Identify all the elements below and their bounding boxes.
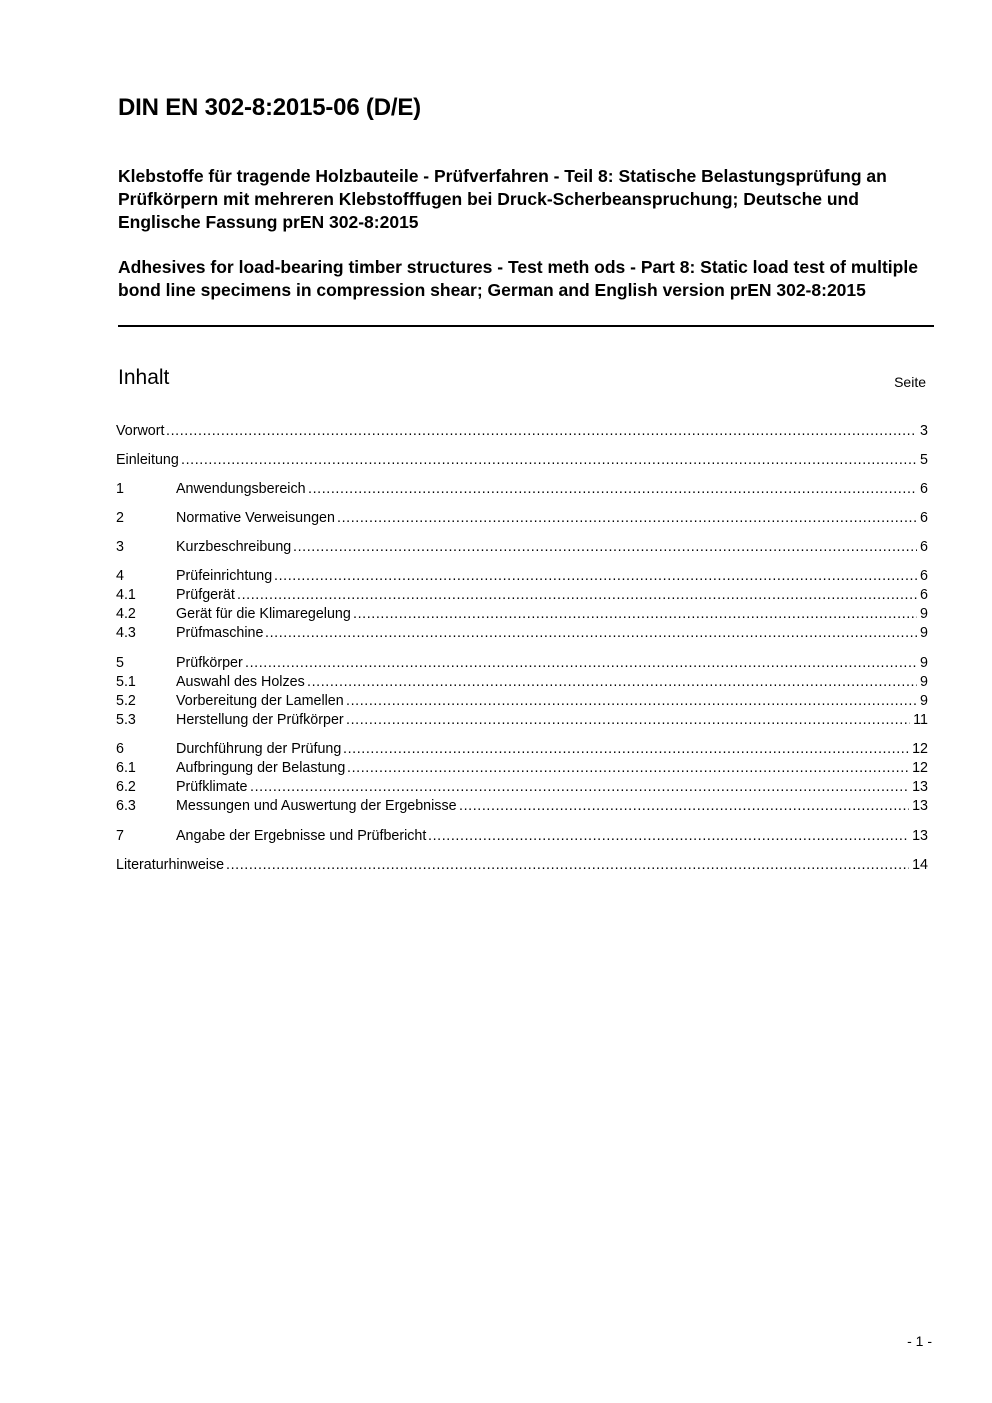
toc-entry[interactable]	[116, 624, 928, 643]
toc-entry-page: 9	[920, 606, 928, 622]
toc-dot-leader	[250, 778, 909, 797]
toc-entry-page: 9	[920, 674, 928, 690]
toc-entry-title: Einleitung	[116, 452, 179, 468]
toc-entry-number: 6	[116, 741, 124, 757]
toc-entry-title: Gerät für die Klimaregelung	[176, 606, 351, 622]
toc-entry-number: 5.2	[116, 693, 136, 709]
toc-entry[interactable]	[116, 673, 928, 692]
toc-entry[interactable]	[116, 422, 928, 441]
toc-entry-title: Vorwort	[116, 423, 165, 439]
toc-entry[interactable]	[116, 538, 928, 557]
toc-dot-leader	[181, 451, 917, 470]
toc-entry-number: 4.3	[116, 625, 136, 641]
document-title: DIN EN 302-8:2015-06 (D/E)	[118, 94, 421, 121]
toc-entry[interactable]	[116, 605, 928, 624]
toc-entry-number: 5.3	[116, 712, 136, 728]
toc-entry-number: 7	[116, 828, 124, 844]
toc-entry-page: 12	[912, 760, 928, 776]
toc-dot-leader	[459, 797, 909, 816]
subtitle-german: Klebstoffe für tragende Holzbauteile - Prüfverfahren - Teil 8: Statische Belastungsprüfung an Prüfkörpern mit mehreren Klebstofffugen bei Druck-Scherbeanspruchung; Deutsche und Englische Fassung prEN 302-8:2015	[118, 166, 887, 232]
toc-entry-page: 13	[912, 828, 928, 844]
toc-dot-leader	[346, 692, 917, 711]
toc-entry-title: Aufbringung der Belastung	[176, 760, 346, 776]
toc-entry-title: Prüfeinrichtung	[176, 568, 273, 584]
toc-entry-title: Kurzbeschreibung	[176, 539, 292, 555]
toc-entry-title: Herstellung der Prüfkörper	[176, 712, 344, 728]
toc-entry-title: Auswahl des Holzes	[176, 674, 305, 690]
toc-entry-number: 5.1	[116, 674, 136, 690]
toc-entry-page: 6	[920, 481, 928, 497]
toc-dot-leader	[166, 422, 917, 441]
toc-dot-leader	[274, 567, 917, 586]
toc-entry-number: 1	[116, 481, 124, 497]
toc-entry-page: 9	[920, 655, 928, 671]
toc-entry[interactable]	[116, 711, 928, 730]
toc-dot-leader	[265, 624, 917, 643]
toc-entry-page: 14	[912, 857, 928, 873]
toc-entry-page: 6	[920, 510, 928, 526]
toc-dot-leader	[353, 605, 917, 624]
toc-dot-leader	[428, 827, 909, 846]
toc-entry-number: 6.3	[116, 798, 136, 814]
toc-entry-title: Prüfmaschine	[176, 625, 264, 641]
toc-entry-page: 11	[913, 712, 928, 728]
toc-entry-title: Prüfklimate	[176, 779, 248, 795]
toc-entry-number: 2	[116, 510, 124, 526]
toc-entry-page: 13	[912, 779, 928, 795]
toc-entry[interactable]	[116, 692, 928, 711]
toc-dot-leader	[293, 538, 917, 557]
toc-entry[interactable]	[116, 759, 928, 778]
toc-entry[interactable]	[116, 509, 928, 528]
toc-dot-leader	[237, 586, 917, 605]
toc-entry-number: 4	[116, 568, 124, 584]
toc-dot-leader	[347, 759, 909, 778]
toc-entry-page: 6	[920, 539, 928, 555]
toc-dot-leader	[245, 654, 917, 673]
toc-dot-leader	[308, 480, 917, 499]
toc-page-column-label: Seite	[894, 374, 926, 390]
toc-entry[interactable]	[116, 451, 928, 470]
toc-entry-page: 9	[920, 693, 928, 709]
toc-entry-title: Prüfgerät	[176, 587, 235, 603]
toc-entry-title: Messungen und Auswertung der Ergebnisse	[176, 798, 457, 814]
toc-entry-title: Angabe der Ergebnisse und Prüfbericht	[176, 828, 427, 844]
toc-entry-number: 6.1	[116, 760, 136, 776]
toc-entry[interactable]	[116, 480, 928, 499]
toc-entry-number: 6.2	[116, 779, 136, 795]
toc-entry-page: 6	[920, 587, 928, 603]
toc-dot-leader	[343, 740, 909, 759]
toc-entry[interactable]	[116, 827, 928, 846]
toc-dot-leader	[337, 509, 917, 528]
toc-entry-title: Literaturhinweise	[116, 857, 225, 873]
toc-entry-page: 6	[920, 568, 928, 584]
toc-entry-title: Anwendungsbereich	[176, 481, 306, 497]
toc-entry-title: Durchführung der Prüfung	[176, 741, 342, 757]
subtitle-english: Adhesives for load-bearing timber structures - Test meth ods - Part 8: Static load test of multiple bond line specimens in compression shear; German and English version prEN 302-8:2015	[118, 257, 918, 300]
toc-entry[interactable]	[116, 778, 928, 797]
toc-entry-number: 3	[116, 539, 124, 555]
toc-entry-title: Normative Verweisungen	[176, 510, 335, 526]
toc-entry-page: 3	[920, 423, 928, 439]
toc-entry-title: Vorbereitung der Lamellen	[176, 693, 344, 709]
toc-entry[interactable]	[116, 740, 928, 759]
toc-entry[interactable]	[116, 654, 928, 673]
toc-entry[interactable]	[116, 567, 928, 586]
toc-entry-title: Prüfkörper	[176, 655, 243, 671]
toc-entry-number: 5	[116, 655, 124, 671]
toc-dot-leader	[346, 711, 910, 730]
toc-entry-number: 4.2	[116, 606, 136, 622]
toc-entry-page: 13	[912, 798, 928, 814]
toc-entry-page: 12	[912, 741, 928, 757]
toc-dot-leader	[226, 856, 909, 875]
toc-entry-page: 5	[920, 452, 928, 468]
toc-dot-leader	[307, 673, 917, 692]
toc-entry-number: 4.1	[116, 587, 136, 603]
toc-entry-page: 9	[920, 625, 928, 641]
toc-entry[interactable]	[116, 586, 928, 605]
toc-entry[interactable]	[116, 797, 928, 816]
footer-page-number: - 1 -	[907, 1333, 932, 1349]
toc-entry[interactable]	[116, 856, 928, 875]
toc-heading: Inhalt	[118, 366, 170, 389]
